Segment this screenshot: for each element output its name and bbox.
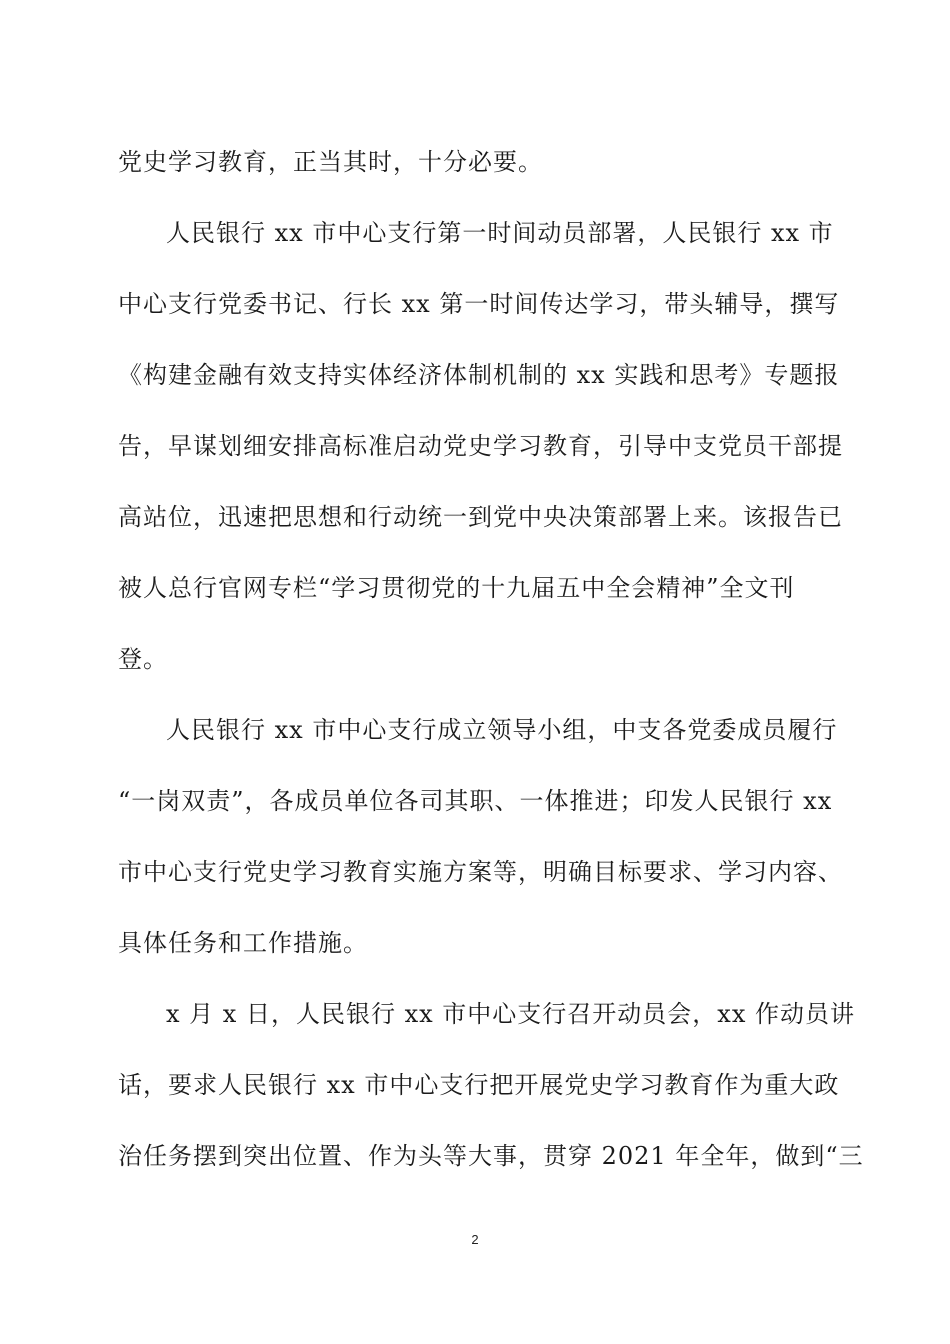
paragraph-start-line: 人民银行 xx 市中心支行成立领导小组，中支各党委成员履行 xyxy=(166,716,838,744)
text-line: 被人总行官网专栏“学习贯彻党的十九届五中全会精神”全文刊 xyxy=(118,574,795,602)
text-line: 党史学习教育，正当其时，十分必要。 xyxy=(118,148,543,176)
text-line: 话，要求人民银行 xx 市中心支行把开展党史学习教育作为重大政 xyxy=(118,1071,840,1099)
paragraph-start-line: x 月 x 日，人民银行 xx 市中心支行召开动员会，xx 作动员讲 xyxy=(166,1000,855,1028)
text-line: 具体任务和工作措施。 xyxy=(118,929,368,957)
text-line: “一岗双责”，各成员单位各司其职、一体推进；印发人民银行 xx xyxy=(118,787,833,815)
text-line: 高站位，迅速把思想和行动统一到党中央决策部署上来。该报告已 xyxy=(118,503,843,531)
text-line: 治任务摆到突出位置、作为头等大事，贯穿 2021 年全年，做到“三 xyxy=(118,1142,864,1170)
text-line: 市中心支行党史学习教育实施方案等，明确目标要求、学习内容、 xyxy=(118,858,843,886)
paragraph-start-line: 人民银行 xx 市中心支行第一时间动员部署，人民银行 xx 市 xyxy=(166,219,834,247)
text-line: 登。 xyxy=(118,645,168,673)
text-line: 告，早谋划细安排高标准启动党史学习教育，引导中支党员干部提 xyxy=(118,432,843,460)
text-line: 《构建金融有效支持实体经济体制机制的 xx 实践和思考》专题报 xyxy=(118,361,840,389)
page-number: 2 xyxy=(471,1232,479,1247)
text-line: 中心支行党委书记、行长 xx 第一时间传达学习，带头辅导，撰写 xyxy=(118,290,840,318)
